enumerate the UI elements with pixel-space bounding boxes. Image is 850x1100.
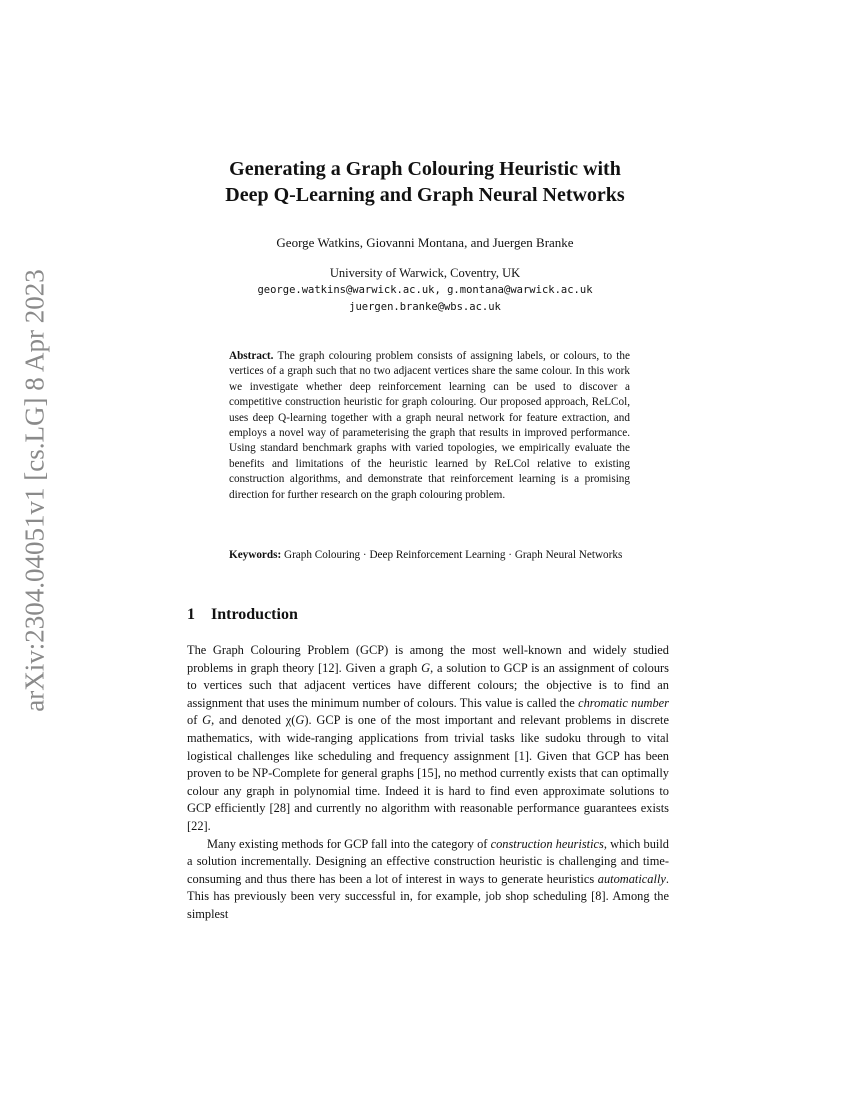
author-list: George Watkins, Giovanni Montana, and Juergen Branke bbox=[276, 235, 574, 250]
paragraph-2-text: Many existing methods for GCP fall into the category of bbox=[207, 836, 491, 851]
body-text bbox=[187, 642, 669, 924]
section-title: Introduction bbox=[211, 606, 298, 623]
abstract-text: The graph colouring problem consists of assigning labels, or colours, to the vertices of a graph such that no two adjacent vertices share the same colour. In this work we investigate whether deep reinforcement learning can be used to discover a competitive construction heuristic for graph colouring. Our proposed approach, ReLCol, uses deep Q-learning together with a graph neural network for feature extraction, and employs a novel way of parameterising the graph that results in improved performance. Using standard benchmark graphs with varied topologies, we empirically evaluate the benefits and limitations of the heuristic learned by ReLCol relative to existing construction algorithms, and demonstrate that reinforcement learning is a promising direction for further research on the graph colouring problem. bbox=[229, 350, 630, 501]
email-line-1: george.watkins@warwick.ac.uk, g.montana@warwick.ac.uk bbox=[257, 284, 593, 296]
keywords-label: Keywords: bbox=[229, 549, 282, 561]
paragraph-1-text: of bbox=[187, 713, 203, 728]
arxiv-identifier bbox=[12, 268, 58, 712]
paragraph-1 bbox=[187, 642, 669, 836]
paragraph-1-text: , a solution to GCP is an assignment of colours to vertices such that adjacent vertices have different colours; the objective is to find an assignment that uses the minimum number of colours. This value is called the bbox=[187, 660, 670, 710]
keywords bbox=[229, 548, 630, 563]
math-symbol: G bbox=[295, 713, 305, 728]
abstract bbox=[229, 349, 630, 503]
paragraph-1-text: ). GCP is one of the most important and relevant problems in discrete mathematics, with wide-ranging applications from trivial tasks like sudoku through to vital logistical challenges like scheduling and frequency assignment [1]. Given that GCP has been proven to be NP-Complete for general graphs [15], no method currently exists that can optimally colour any graph in polynomial time. Indeed it is hard to find even approximate solutions to GCP efficiently [28] and currently no algorithm with reasonable performance guarantees exists [22]. bbox=[187, 713, 669, 833]
emphasis: automatically bbox=[597, 871, 666, 886]
email-line-2: juergen.branke@wbs.ac.uk bbox=[349, 301, 501, 313]
paper-title-line-1: Generating a Graph Colouring Heuristic with bbox=[229, 158, 621, 180]
paragraph-2-text: . This has previously been very successful in, for example, job shop scheduling [8]. Among the simplest bbox=[187, 871, 669, 921]
emphasis: chromatic number bbox=[578, 695, 669, 710]
affiliation: University of Warwick, Coventry, UK bbox=[329, 266, 521, 280]
keywords-text: Graph Colouring · Deep Reinforcement Learning · Graph Neural Networks bbox=[284, 549, 623, 561]
emphasis: construction heuristics bbox=[490, 836, 604, 851]
paragraph-2 bbox=[187, 836, 669, 924]
abstract-label: Abstract. bbox=[229, 350, 274, 362]
paper-title-line-2: Deep Q-Learning and Graph Neural Networks bbox=[225, 184, 625, 206]
affiliation-block bbox=[0, 265, 850, 316]
math-symbol: G bbox=[421, 660, 431, 675]
paragraph-1-text: , and denoted χ( bbox=[211, 713, 296, 728]
paper-title bbox=[0, 156, 850, 208]
section-heading bbox=[187, 606, 298, 624]
paragraph-2-text: , which build a solution incrementally. Designing an effective construction heuristic is challenging and time-consuming and thus there has been a lot of interest in ways to generate heuristics bbox=[187, 836, 669, 886]
paragraph-1-text: The Graph Colouring Problem (GCP) is among the most well-known and widely studied problems in graph theory [12]. Given a graph bbox=[187, 643, 669, 675]
arxiv-identifier-text: arXiv:2304.04051v1 [cs.LG] 8 Apr 2023 bbox=[19, 268, 50, 712]
math-symbol: G bbox=[202, 713, 212, 728]
section-number: 1 bbox=[187, 606, 195, 623]
